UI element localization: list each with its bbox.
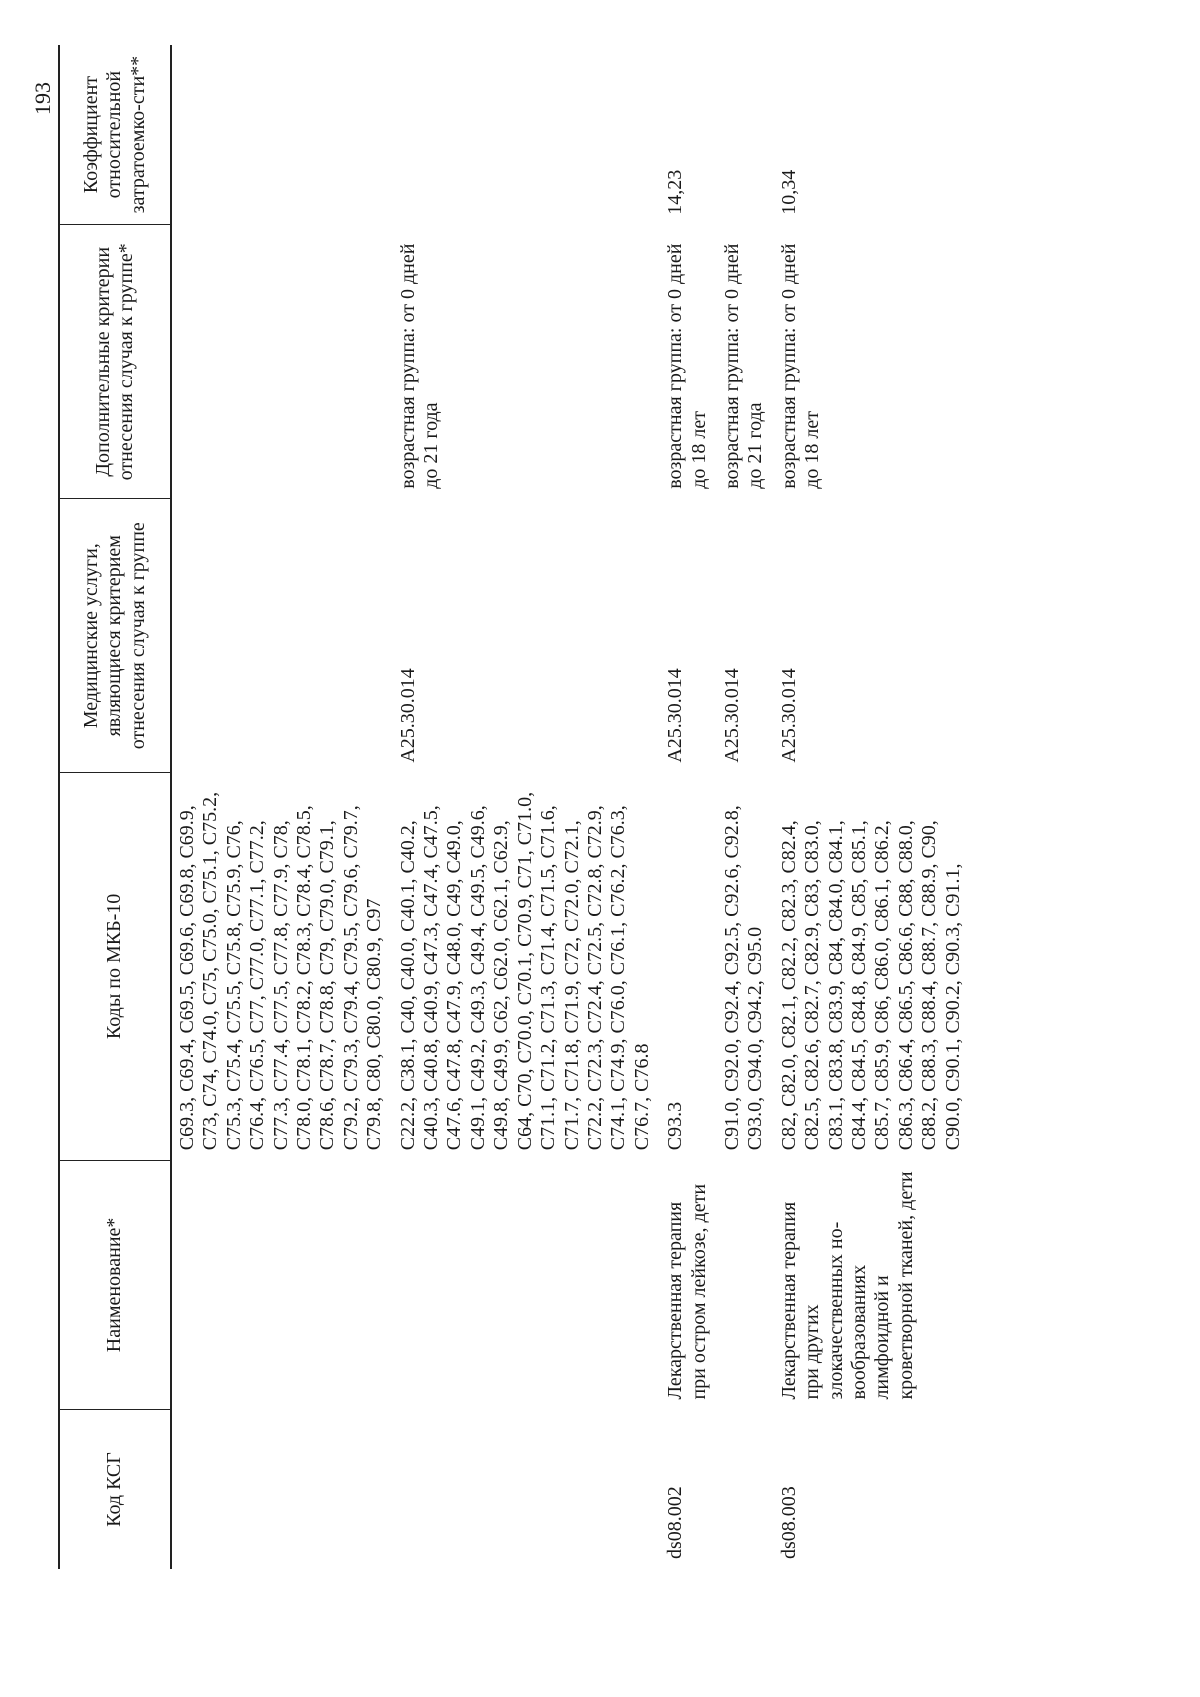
services-cell: A25.30.014 — [777, 668, 800, 763]
ksg-code-cell: ds08.003 — [777, 1486, 800, 1559]
name-cell: Лекарственная терапия при других злокачественных но-вообразованиях лимфоидной и кроветворной тканей, дети — [777, 1171, 917, 1400]
name-cell — [171, 1160, 393, 1409]
services-cell: A25.30.014 — [720, 668, 743, 763]
criteria-cell — [171, 225, 393, 499]
services-cell: A25.30.014 — [396, 668, 419, 763]
coefficient-cell: 10,34 — [777, 169, 800, 215]
ksg-code-cell — [393, 1410, 660, 1569]
ksg-table — [58, 45, 971, 1569]
icd10-codes-cell: С22.2, С38.1, С40, С40.0, С40.1, С40.2, С40.3, С40.8, С40.9, С47.3, С47.4, С47.5, С47.6, С47.8, С47.9, С48.0, С49, С49.0, С49.1, С49.2, С49.3, С49.4, С49.5, С49.6, С49.8, С49.9, С62, С62.0, С62.1, С62.9, С64, С70, С70.0, С70.1, С70.9, С71, С71.0, С71.1, С71.2, С71.3, С71.4, С71.5, С71.6, С71.7, С71.8, С71.9, С72, С72.0, С72.1, С72.2, С72.3, С72.4, С72.5, С72.8, С72.9, С74.1, С74.9, С76.0, С76.1, С76.2, С76.3, С76.7, С76.8 — [396, 791, 653, 1151]
icd10-codes-cell: С93.3 — [664, 1101, 687, 1151]
header-name: Наименование* — [59, 1160, 171, 1409]
table-row — [774, 45, 971, 1569]
rotated-document-page — [10, 45, 1190, 1685]
icd10-codes-cell: С69.3, С69.4, С69.5, С69.6, С69.8, С69.9, С73, С74, С74.0, С75, С75.0, С75.1, С75.2, С75.3, С75.4, С75.5, С75.8, С75.9, С76, С76.4, С76.5, С77, С77.0, С77.1, С77.2, С77.3, С77.4, С77.5, С77.8, С77.9, С78, С78.0, С78.1, С78.2, С78.3, С78.4, С78.5, С78.6, С78.7, С78.8, С79, С79.0, С79.1, С79.2, С79.3, С79.4, С79.5, С79.6, С79.7, С79.8, С80, С80.0, С80.9, С97 — [176, 791, 386, 1151]
header-medical-services: Медицинские услуги, являющиеся критерием отнесения случая к группе — [59, 499, 171, 773]
coefficient-cell — [717, 45, 774, 225]
table-row — [717, 45, 774, 1569]
table-row — [171, 45, 393, 1569]
header-cost-coefficient: Коэффициент относительной затратоемко-сти** — [59, 45, 171, 225]
services-cell: A25.30.014 — [664, 668, 687, 763]
name-cell — [717, 1160, 774, 1409]
criteria-cell: возрастная группа: от 0 дней до 18 лет — [664, 243, 710, 489]
ksg-code-cell: ds08.002 — [664, 1486, 687, 1559]
table-row — [393, 45, 660, 1569]
criteria-cell: возрастная группа: от 0 дней до 21 года — [396, 243, 443, 489]
criteria-cell: возрастная группа: от 0 дней до 21 года — [720, 243, 767, 489]
ksg-code-cell — [171, 1410, 393, 1569]
header-icd10-codes: Коды по МКБ-10 — [59, 773, 171, 1161]
name-cell — [393, 1160, 660, 1409]
criteria-cell: возрастная группа: от 0 дней до 18 лет — [777, 243, 824, 489]
services-cell — [171, 499, 393, 773]
page-number: 193 — [30, 82, 55, 115]
table-row — [660, 45, 717, 1569]
coefficient-cell: 14,23 — [664, 169, 687, 215]
icd10-codes-cell: С91.0, С92.0, С92.4, С92.5, С92.6, С92.8, С93.0, С94.0, С94.2, С95.0 — [720, 805, 767, 1151]
ksg-code-cell — [717, 1410, 774, 1569]
table-header-row — [59, 45, 171, 1569]
header-additional-criteria: Дополнительные критерии отнесения случая к группе* — [59, 225, 171, 499]
header-ksg-code: Код КСГ — [59, 1410, 171, 1569]
coefficient-cell — [171, 45, 393, 225]
icd10-codes-cell: С82, С82.0, С82.1, С82.2, С82.3, С82.4, С82.5, С82.6, С82.7, С82.9, С83, С83.0, С83.1, С83.8, С83.9, С84, С84.0, С84.1, С84.4, С84.5, С84.8, С84.9, С85, С85.1, С85.7, С85.9, С86, С86.0, С86.1, С86.2, С86.3, С86.4, С86.5, С86.6, С88, С88.0, С88.2, С88.3, С88.4, С88.7, С88.9, С90, С90.0, С90.1, С90.2, С90.3, С91.1, — [777, 820, 964, 1151]
name-cell: Лекарственная терапия при остром лейкозе, дети — [664, 1183, 710, 1400]
coefficient-cell — [393, 45, 660, 225]
